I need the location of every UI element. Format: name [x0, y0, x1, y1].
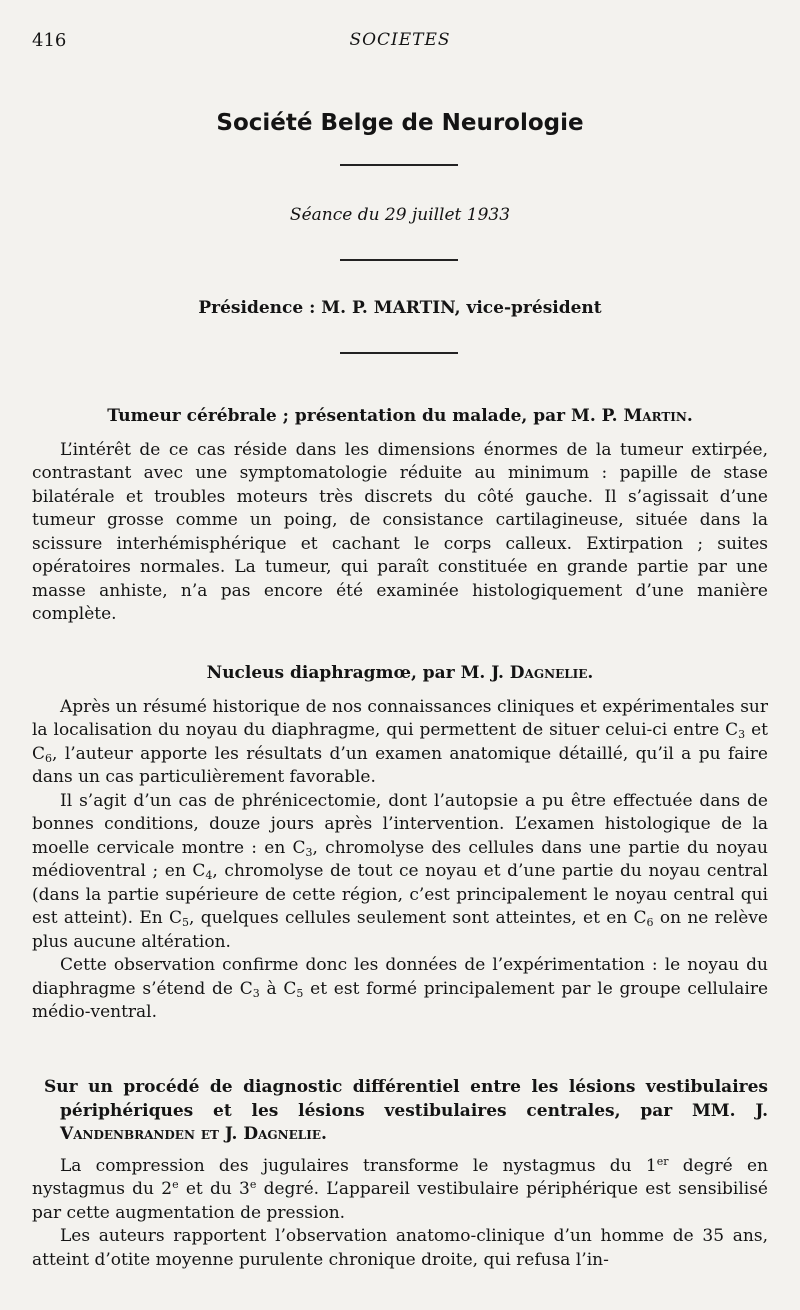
- page-number: 416: [32, 30, 67, 51]
- paragraph: L’intérêt de ce cas réside dans les dimensions énormes de la tumeur extirpée, contrastant avec une symptomatologie réduite au minimum : papille de stase bilatérale et troubles moteurs très discrets du côté gauche. Il s’agissait d’une tumeur grosse comme un poing, de consistance cartilagineuse, située dans la scissure interhémisphérique et cachant le corps calleux. Extirpation ; suites opératoires normales. La tumeur, qui paraît constituée en grande partie par une masse anhiste, n’a pas encore été examinée histologiquement d’une manière complète.: [32, 439, 768, 624]
- section-title: Tumeur cérébrale ; présentation du malade, par M. P. Martin.: [107, 406, 693, 426]
- paragraph: Il s’agit d’un cas de phrénicectomie, dont l’autopsie a pu être effectuée dans de bonnes conditions, douze jours après l’intervention. L’examen histologique de la moelle cervicale montre : en $C_3$, chromolyse des cellules dans une partie du noyau médioventral ; en $C_4$, chromolyse de tout ce noyau et d’une partie du noyau central (dans la partie supérieure de cette région, c’est principalement le noyau central qui est atteint). En $C_5$, quelques cellules seulement sont atteintes, et en $C_6$ on ne relève plus aucune altération.: [32, 790, 768, 952]
- divider: [340, 164, 458, 166]
- paragraph: Après un résumé historique de nos connaissances cliniques et expérimentales sur la localisation du noyau du diaphragme, qui permettent de situer celui-ci entre $C_3$ et $C_6$, l’auteur apporte les résultats d’un examen anatomique détaillé, qu’il a pu faire dans un cas particulièrement favorable.: [32, 696, 769, 787]
- presidency-line: Présidence : M. P. MARTIN, vice-président: [198, 298, 602, 318]
- paragraph: La compression des jugulaires transforme le nystagmus du 1er degré en nystagmus du 2e et du 3e degré. L’appareil vestibulaire périphérique est sensibilisé par cette augmentation de pression.: [32, 1154, 768, 1223]
- section-title: Nucleus diaphragmœ, par M. J. Dagnelie.: [206, 663, 594, 683]
- paragraph: Les auteurs rapportent l’observation anatomo-clinique d’un homme de 35 ans, atteint d’otite moyenne purulente chronique droite, qui refusa l’in-: [32, 1226, 768, 1270]
- section-nucleus: [32, 662, 768, 1025]
- page-header: [32, 30, 768, 54]
- paragraph: Cette observation confirme donc les données de l’expérimentation : le noyau du diaphragme s’étend de $C_3$ à $C_5$ et est formé principalement par le groupe cellulaire médio-ventral.: [32, 955, 769, 1022]
- session-date: Séance du 29 juillet 1933: [289, 205, 511, 225]
- divider: [340, 352, 458, 354]
- society-title: Société Belge de Neurologie: [216, 110, 584, 136]
- section-title: Sur un procédé de diagnostic différentiel entre les lésions vestibulaires périphériques et les lésions vestibulaires centrales, par MM. J. Vandenbranden et J. Dagnelie.: [44, 1077, 768, 1144]
- divider: [340, 259, 458, 261]
- running-title: SOCIETES: [349, 30, 451, 50]
- section-tumeur: [32, 405, 768, 627]
- section-vestibulaire: [32, 1076, 768, 1272]
